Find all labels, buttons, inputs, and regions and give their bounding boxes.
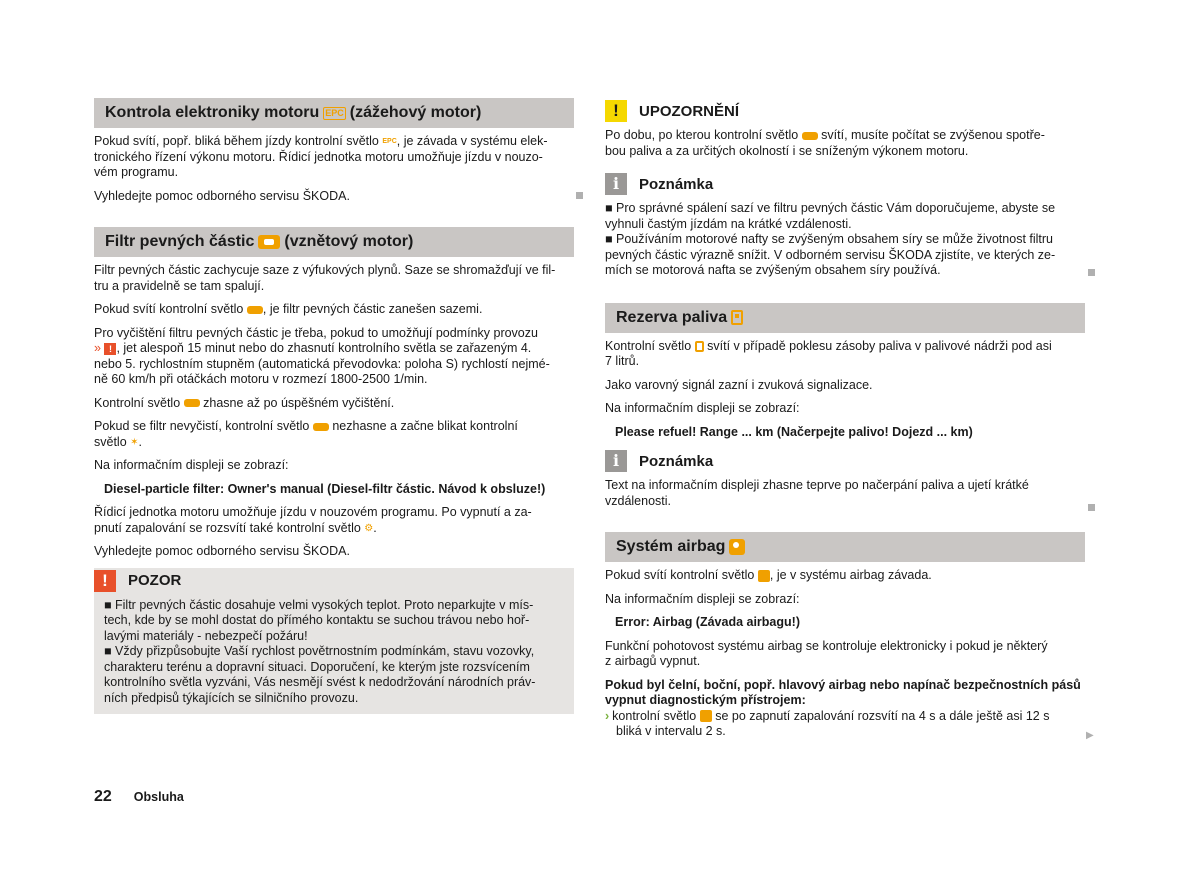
- paragraph: [94, 302, 574, 318]
- text: pnutí zapalování se rozsvítí také kontrolní světlo: [94, 520, 361, 535]
- text: Pokud svítí, popř. bliká během jízdy kontrolní světlo: [94, 134, 379, 148]
- text: kontrolního světla vyzváni, Vás nesmějí svést k nedodržování národních práv-: [104, 675, 536, 690]
- text: pevných částic výrazně snížit. V odborném servisu ŠKODA zjistíte, ve kterých ze-: [605, 247, 1056, 262]
- paragraph: Na informačním displeji se zobrazí:: [605, 401, 800, 415]
- text: , je závada v systému elek-: [396, 134, 548, 148]
- text: z airbagů vypnut.: [605, 654, 701, 668]
- paragraph: [94, 419, 574, 450]
- text: nebo 5. rychlostním stupněm (automatická převodovka: poloha S) rychlostí nejmé-: [94, 356, 550, 371]
- chapter-label: Obsluha: [133, 790, 184, 804]
- text: 7 litrů.: [605, 354, 640, 368]
- section-body-airbag: [605, 562, 1085, 740]
- fuel-reserve-icon: [695, 341, 704, 352]
- text: kontrolní světlo: [612, 708, 697, 723]
- text: vyhnuli častým jízdám na krátké vzdálenosti.: [605, 216, 852, 231]
- section-title-suffix: (zážehový motor): [349, 104, 482, 121]
- text: zhasne až po úspěšném vyčištění.: [203, 395, 395, 410]
- section-header-epc: [94, 98, 574, 128]
- text: , jet alespoň 15 minut nebo do zhasnutí kontrolního světla se zařazeným 4.: [116, 341, 532, 355]
- text: charakteru terénu a dopravní situaci. Doporučení, ke kterým jste rozsvícením: [104, 659, 530, 674]
- diesel-particle-filter-icon: [802, 132, 818, 140]
- text: vém programu.: [94, 165, 179, 179]
- text: .: [373, 520, 377, 535]
- page-footer: [94, 788, 184, 806]
- note-header: [605, 171, 1085, 197]
- paragraph: [94, 326, 574, 388]
- note-title: Poznámka: [639, 175, 714, 193]
- paragraph: [605, 568, 1085, 584]
- info-icon: i: [605, 173, 627, 195]
- display-message: Error: Airbag (Závada airbagu!): [615, 615, 800, 629]
- notice-text: [605, 128, 1085, 159]
- text: mích se motorová nafta se zvýšeným obsahem síry používá.: [605, 263, 941, 277]
- airbag-icon: [700, 710, 712, 722]
- section-header-dpf: [94, 227, 574, 257]
- text: se po zapnutí zapalování rozsvítí na 4 s a dále ještě asi 12 s: [715, 708, 1050, 723]
- section-end-marker: [576, 192, 583, 199]
- epc-warning-icon: EPC: [325, 107, 344, 118]
- text: Text na informačním displeji zhasne teprve po načerpání paliva a ujetí krátké: [605, 478, 1029, 492]
- paragraph: [605, 678, 1085, 709]
- text: Kontrolní světlo: [605, 338, 692, 353]
- right-column: [605, 98, 1094, 748]
- text: tru a pravidelně se tam spalují.: [94, 278, 265, 293]
- note-text: [605, 201, 1085, 279]
- bullet-arrow-icon: ›: [605, 708, 610, 723]
- paragraph: Na informačním displeji se zobrazí:: [94, 458, 289, 473]
- section-title: Rezerva paliva: [616, 308, 728, 326]
- text: lavými materiály - nebezpečí požáru!: [104, 628, 308, 643]
- warning-reference-icon[interactable]: !: [104, 343, 116, 355]
- text: tech, kde by se mohl dostat do přímého kontaktu se suchou trávou nebo hoř-: [104, 613, 530, 628]
- paragraph: [605, 339, 1085, 370]
- caution-title: POZOR: [128, 572, 182, 590]
- notice-title: UPOZORNĚNÍ: [639, 102, 740, 120]
- paragraph: [94, 134, 574, 181]
- section-body-dpf: [94, 257, 574, 560]
- text: nezhasne a začne blikat kontrolní: [332, 419, 518, 433]
- section-title: Filtr pevných částic: [105, 233, 255, 250]
- airbag-icon: [758, 570, 770, 582]
- text: tronického řízení výkonu motoru. Řídicí jednotka motoru umožňuje jízdu v nouzo-: [94, 149, 543, 164]
- display-message: Please refuel! Range ... km (Načerpejte palivo! Dojezd ... km): [615, 424, 973, 439]
- airbag-icon: [729, 539, 745, 555]
- caution-icon: !: [94, 570, 116, 592]
- text: vzdálenosti.: [605, 493, 672, 508]
- section-end-marker: [1088, 269, 1095, 276]
- text: , je filtr pevných částic zanešen sazemi.: [262, 302, 483, 316]
- text: Pro vyčištění filtru pevných částic je třeba, pokud to umožňují podmínky provozu: [94, 325, 538, 340]
- page-number: 22: [94, 788, 112, 805]
- text: Pokud svítí kontrolní světlo: [94, 302, 244, 316]
- text: Řídicí jednotka motoru umožňuje jízdu v nouzovém programu. Po vypnutí a za-: [94, 505, 532, 520]
- continue-arrow-icon: ▶: [1086, 730, 1094, 741]
- section-header-fuel: [605, 303, 1085, 333]
- paragraph: Na informačním displeji se zobrazí:: [605, 591, 800, 606]
- display-message: Diesel-particle filter: Owner's manual (Diesel-filtr částic. Návod k obsluze!): [104, 481, 546, 496]
- text: , je v systému airbag závada.: [769, 568, 932, 582]
- text: vypnut diagnostickým přístrojem:: [605, 693, 806, 707]
- text: Pokud se filtr nevyčistí, kontrolní světlo: [94, 419, 310, 433]
- note-header: [605, 448, 1085, 474]
- text: ■ Vždy přizpůsobujte Vaší rychlost povětrnostním podmínkám, stavu vozovky,: [104, 644, 535, 659]
- engine-warning-icon: ⚙: [364, 522, 374, 534]
- cross-reference-arrow[interactable]: »: [94, 341, 101, 355]
- text: Kontrolní světlo: [94, 395, 181, 410]
- info-icon: i: [605, 450, 627, 472]
- text: Po dobu, po kterou kontrolní světlo: [605, 128, 799, 142]
- text: ■ Pro správné spálení sazí ve filtru pevných částic Vám doporučujeme, abyste se: [605, 201, 1056, 215]
- text: ■ Používáním motorové nafty se zvýšeným obsahem síry se může životnost filtru: [605, 232, 1053, 246]
- diesel-particle-filter-icon: [258, 235, 280, 249]
- diesel-particle-filter-icon: [184, 399, 200, 407]
- paragraph: [94, 263, 574, 294]
- text: světlo: [94, 434, 127, 449]
- paragraph: Jako varovný signál zazní i zvuková signalizace.: [605, 377, 873, 392]
- notice-icon: !: [605, 100, 627, 122]
- section-body-epc: [94, 128, 574, 204]
- caution-box: [94, 568, 574, 715]
- section-title: Systém airbag: [616, 538, 726, 555]
- paragraph: [605, 639, 1085, 670]
- text: ních předpisů týkajících se silničního provozu.: [104, 690, 359, 705]
- fuel-reserve-icon: [731, 310, 743, 325]
- glow-plug-icon: ✶: [130, 436, 139, 448]
- paragraph: Vyhledejte pomoc odborného servisu ŠKODA.: [94, 188, 350, 203]
- text: ně 60 km/h při otáčkách motoru v rozmezí 1800-2500 1/min.: [94, 372, 428, 386]
- section-title: Kontrola elektroniky motoru: [105, 104, 320, 121]
- text: ■ Filtr pevných částic dosahuje velmi vysokých teplot. Proto neparkujte v mís-: [104, 597, 534, 612]
- caution-header: [94, 568, 574, 594]
- epc-warning-icon: EPC: [382, 137, 397, 145]
- section-title-suffix: (vznětový motor): [284, 233, 414, 250]
- text: Filtr pevných částic zachycuje saze z výfukových plynů. Saze se shromažďují ve fil-: [94, 263, 556, 277]
- diesel-particle-filter-icon: [313, 423, 329, 431]
- diesel-particle-filter-icon: [247, 306, 263, 314]
- text: svítí v případě poklesu zásoby paliva v palivové nádrži pod asi: [707, 338, 1052, 353]
- text: bou paliva a za určitých okolností i se sníženým výkonem motoru.: [605, 143, 969, 158]
- paragraph: [94, 396, 574, 412]
- caution-text: [94, 598, 574, 707]
- paragraph: Vyhledejte pomoc odborného servisu ŠKODA.: [94, 544, 350, 559]
- section-header-airbag: [605, 532, 1085, 562]
- section-body-fuel: [605, 333, 1085, 441]
- left-column: [94, 98, 574, 714]
- paragraph: [94, 505, 574, 536]
- text: .: [138, 434, 143, 449]
- text: Pokud svítí kontrolní světlo: [605, 568, 755, 582]
- note-title: Poznámka: [639, 452, 714, 470]
- section-end-marker: [1088, 504, 1095, 511]
- notice-header: [605, 98, 1085, 124]
- text: Pokud byl čelní, boční, popř. hlavový airbag nebo napínač bezpečnostních pásů: [605, 677, 1081, 692]
- text: Funkční pohotovost systému airbag se kontroluje elektronicky i pokud je některý: [605, 638, 1048, 653]
- text: svítí, musíte počítat se zvýšenou spotře-: [821, 128, 1045, 142]
- list-item: [605, 709, 1085, 740]
- note-text: [605, 478, 1085, 509]
- text: bliká v intervalu 2 s.: [616, 724, 726, 738]
